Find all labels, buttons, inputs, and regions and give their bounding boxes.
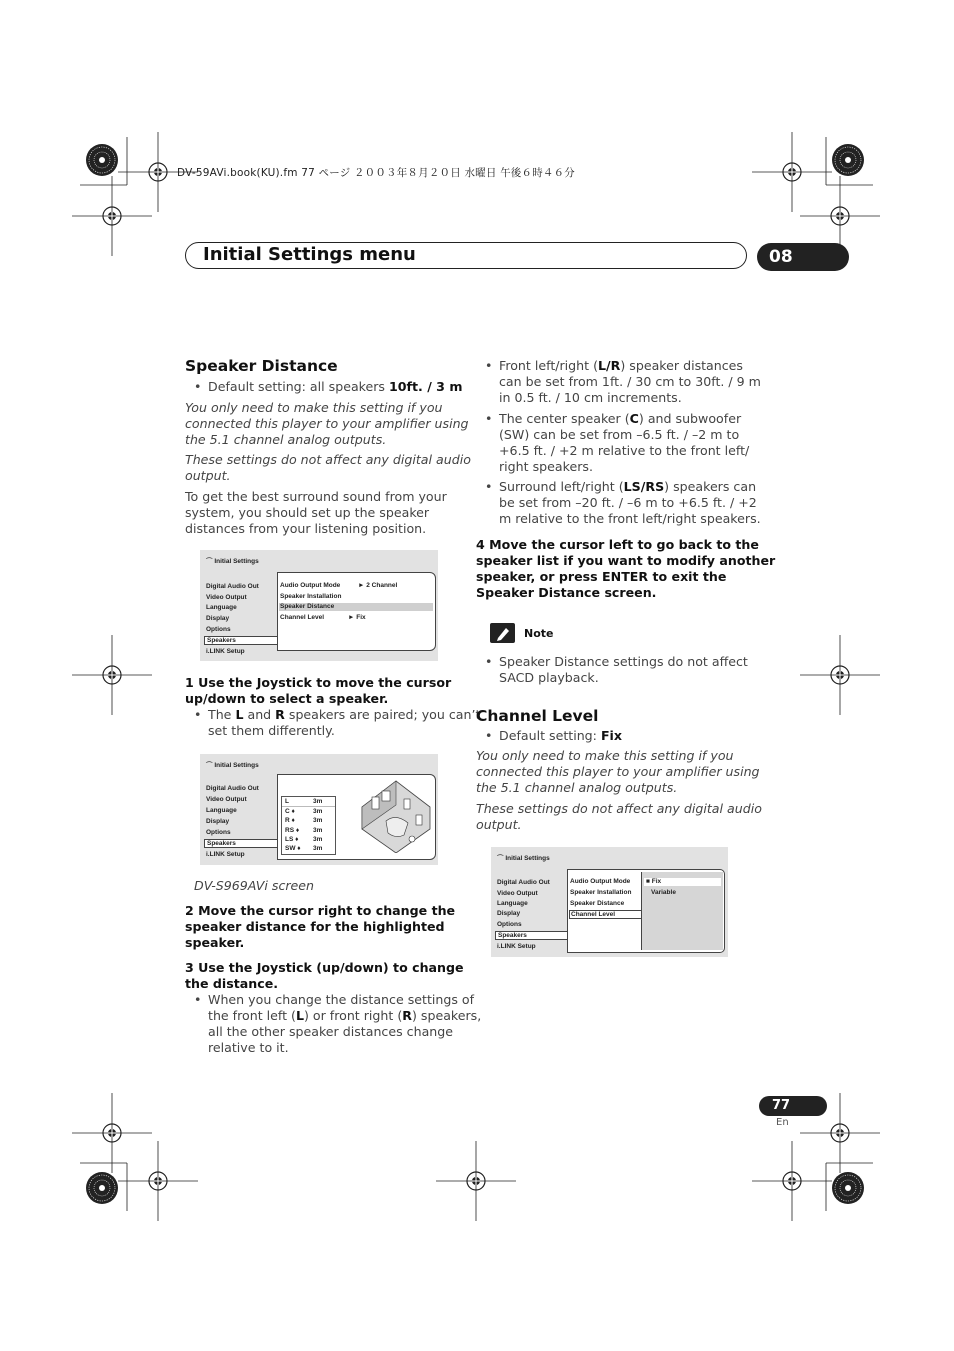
room-illustration (358, 777, 434, 853)
note-icon (490, 623, 515, 643)
menu-item: Video Output (206, 796, 247, 803)
menu-item: i.LINK Setup (206, 648, 245, 655)
speaker-distance: 3m (313, 798, 323, 805)
submenu-item: Channel Level (280, 614, 325, 621)
option-item: Variable (651, 889, 676, 896)
menu-item: Digital Audio Out (206, 583, 259, 590)
screen-speaker-distance (200, 550, 438, 661)
speaker-distance: 3m (313, 845, 323, 852)
screen-title: ⌒ Initial Settings (206, 762, 259, 769)
option-panel (641, 872, 723, 950)
speaker-distance-italic-1: You only need to make this setting if you connected this player to your amplifier using the 5.1 channel analog outputs. (185, 400, 469, 447)
submenu-panel (277, 774, 436, 860)
menu-item: Options (497, 921, 522, 928)
option-item: ■ Fix (646, 878, 662, 885)
menu-item: Options (206, 829, 231, 836)
menu-item: i.LINK Setup (497, 943, 536, 950)
screen-title: ⌒ Initial Settings (206, 558, 259, 565)
center-speaker-bullet: • The center speaker (C) and subwoofer (SW) can be set from –6.5 ft. / –2 m to +6.5 ft. / +2 m relative to the front left/ right speakers. (485, 411, 749, 475)
menu-item: Display (206, 818, 230, 825)
front-speaker-bullet: • Front left/right (L/R) speaker distances can be set from 1ft. / 30 cm to 30ft. / 9 m in 0.5 ft. / 10 cm increments. (485, 358, 761, 406)
speaker-distance: 3m (313, 827, 323, 834)
channel-level-italic-2: These settings do not affect any digital audio output. (476, 801, 762, 832)
speaker-distance-italic-2: These settings do not affect any digital audio output. (185, 452, 471, 483)
menu-item-selected: Speakers (495, 931, 569, 940)
menu-item: Display (497, 910, 521, 917)
highlight-bar (282, 798, 335, 807)
menu-item: Digital Audio Out (497, 879, 550, 886)
menu-item: i.LINK Setup (206, 851, 245, 858)
speaker-list-box: L 3m C ♦ 3m R ♦ 3m RS ♦ 3m LS ♦ 3m SW ♦ 3m (281, 796, 336, 855)
screen-speaker-list (200, 754, 438, 865)
speaker-label: R (285, 817, 290, 824)
menu-item: Language (206, 807, 237, 814)
speaker-label: LS (285, 836, 294, 843)
menu-item-selected: Speakers (204, 839, 278, 848)
note-label: Note (524, 627, 554, 640)
file-info: DV-59AVi.book(KU).fm 77 ページ ２００３年８月２０日 水曜日 午後６時４６分 (177, 167, 576, 179)
speaker-distance: 3m (313, 817, 323, 824)
menu-item-selected: Speakers (204, 636, 278, 645)
speaker-label: L (285, 798, 289, 805)
submenu-item: Speaker Distance (570, 900, 625, 907)
speaker-distance-intro: To get the best surround sound from your system, you should set up the speaker distances from your listening position. (185, 489, 447, 536)
submenu-item: Speaker Installation (570, 889, 632, 896)
submenu-item: Speaker Installation (280, 593, 342, 600)
speaker-distance-heading: Speaker Distance (185, 357, 338, 375)
channel-level-heading: Channel Level (476, 707, 599, 725)
step-3-bullet: • When you change the distance settings of the front left (L) or front right (R) speakers, all the other speaker distances change relative to it. (194, 992, 481, 1056)
surround-speaker-bullet: • Surround left/right (LS/RS) speakers can be set from –20 ft. / –6 m to +6.5 ft. / +2 m relative to the front left/right speakers. (485, 479, 761, 527)
channel-level-default: • Default setting: Fix (485, 728, 622, 744)
channel-level-italic-1: You only need to make this setting if you connected this player to your amplifier using the 5.1 channel analog outputs. (476, 748, 760, 795)
step-4: 4 Move the cursor left to go back to the speaker list if you want to modify another speaker, or press ENTER to exit the Speaker Distance screen. (476, 537, 776, 600)
speaker-distance: 3m (313, 808, 323, 815)
submenu-panel (277, 572, 436, 651)
step-3: 3 Use the Joystick (up/down) to change the distance. (185, 960, 464, 991)
speaker-label: SW (285, 845, 296, 852)
submenu-item: Speaker Distance (280, 603, 335, 610)
page-number: 77 (759, 1096, 827, 1116)
speaker-label: RS (285, 827, 295, 834)
submenu-panel (567, 869, 725, 953)
screen-caption: DV-S969AVi screen (194, 878, 315, 893)
language-code: En (776, 1117, 789, 1128)
step-2: 2 Move the cursor right to change the speaker distance for the highlighted speaker. (185, 903, 456, 950)
submenu-value: ► Fix (348, 614, 366, 621)
screen-title: ⌒ Initial Settings (497, 855, 550, 862)
step-1: 1 Use the Joystick to move the cursor up/down to select a speaker. (185, 675, 452, 706)
menu-item: Language (206, 604, 237, 611)
speaker-label: C (285, 808, 290, 815)
menu-item: Video Output (206, 594, 247, 601)
submenu-value: ► 2 Channel (358, 582, 398, 589)
submenu-item: Audio Output Mode (570, 878, 631, 885)
screen-channel-level (491, 847, 728, 957)
speaker-distance: 3m (313, 836, 323, 843)
menu-item: Digital Audio Out (206, 785, 259, 792)
menu-item: Display (206, 615, 230, 622)
speaker-distance-default: • Default setting: all speakers 10ft. / 3 m (194, 379, 462, 395)
page-title: Initial Settings menu (203, 244, 416, 265)
submenu-item-selected: Channel Level (569, 910, 642, 919)
menu-item: Video Output (497, 890, 538, 897)
note-bullet: • Speaker Distance settings do not affect SACD playback. (485, 654, 748, 686)
submenu-item: Audio Output Mode (280, 582, 341, 589)
menu-item: Language (497, 900, 528, 907)
menu-item: Options (206, 626, 231, 633)
chapter-badge: 08 (757, 243, 849, 271)
step-1-bullet: • The L and R speakers are paired; you can’t set them differently. (194, 707, 480, 739)
